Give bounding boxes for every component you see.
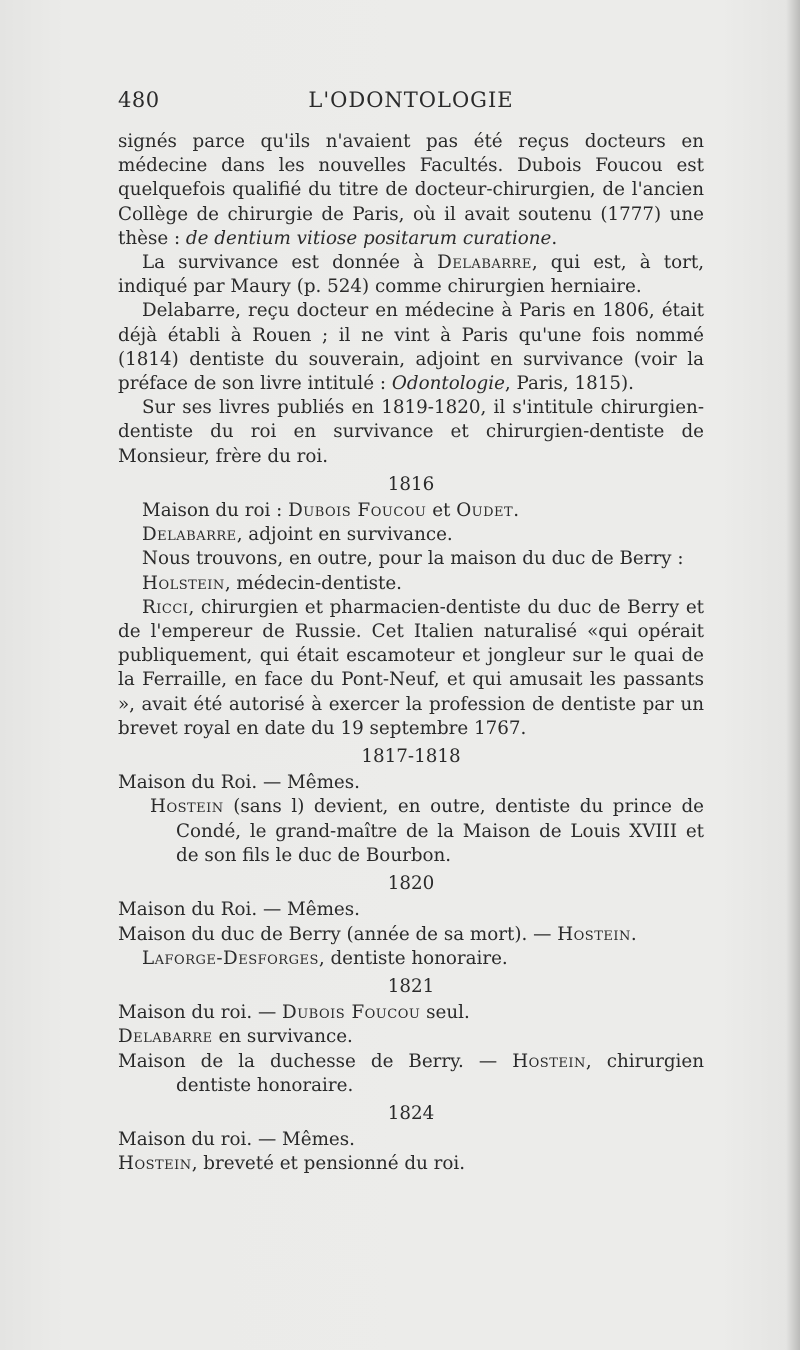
list-entry: Maison du roi : Dubois Foucou et Oudet. bbox=[142, 500, 520, 522]
paragraph: Delabarre, reçu docteur en médecine à Paris en 1806, était déjà établi à Rouen ; il ne vint à Paris qu'une fois nommé (1814) dentiste du souverain, adjoint en survivance (voir la préface de son livre intitulé : Odontologie, Paris, 1815). bbox=[118, 300, 704, 395]
list-entry: Delabarre en survivance. bbox=[118, 1026, 353, 1048]
running-title: L'ODONTOLOGIE bbox=[308, 88, 514, 112]
person-name: Dubois Foucou bbox=[288, 500, 427, 522]
year-heading: 1816 bbox=[387, 473, 435, 495]
paragraph: La survivance est donnée à Delabarre, qui est, à tort, indiqué par Maury (p. 524) comme chirurgien herniaire. bbox=[118, 252, 704, 298]
person-name: Ricci bbox=[142, 596, 189, 618]
paragraph: Sur ses livres publiés en 1819-1820, il s'intitule chirurgien-dentiste du roi en survivance et chirurgien-dentiste de Monsieur, frère du roi. bbox=[118, 397, 704, 467]
person-name: Delabarre bbox=[118, 1026, 213, 1048]
list-entry: Maison du roi. — Mêmes. bbox=[118, 1129, 355, 1151]
person-name: Hostein bbox=[512, 1050, 586, 1072]
person-name: Delabarre bbox=[437, 252, 532, 274]
page-edge-shadow bbox=[786, 0, 800, 1350]
year-heading: 1817-1818 bbox=[361, 746, 461, 768]
body-text bbox=[118, 130, 704, 1177]
list-entry: Maison du Roi. — Mêmes. bbox=[118, 772, 360, 794]
list-entry: Hostein (sans l) devient, en outre, dentiste du prince de Condé, le grand-maître de la Maison de Louis XVIII et de son fils le duc de Bourbon. bbox=[150, 796, 704, 866]
list-entry: Maison du roi. — Dubois Foucou seul. bbox=[118, 1002, 470, 1024]
paragraph: Ricci, chirurgien et pharmacien-dentiste du duc de Berry et de l'empereur de Russie. Cet Italien naturalisé «qui opérait publiquement, qui était escamoteur et jongleur sur le quai de la Ferraille, en face du Pont-Neuf, et qui amusait les passants », avait été autorisé à exercer la profession de dentiste par un brevet royal en date du 19 septembre 1767. bbox=[118, 596, 704, 739]
person-name: Holstein bbox=[142, 572, 225, 594]
person-name: Laforge-Desforges bbox=[142, 947, 319, 969]
person-name: Dubois Foucou bbox=[282, 1002, 421, 1024]
person-name: Oudet bbox=[456, 500, 514, 522]
list-entry: Maison du Roi. — Mêmes. bbox=[118, 899, 360, 921]
page-number: 480 bbox=[118, 88, 160, 112]
person-name: Delabarre bbox=[142, 524, 237, 546]
list-entry: Hostein, breveté et pensionné du roi. bbox=[118, 1153, 466, 1175]
person-name: Hostein bbox=[118, 1153, 192, 1175]
person-name: Hostein bbox=[150, 796, 224, 818]
year-heading: 1820 bbox=[387, 873, 435, 895]
list-entry: Maison de la duchesse de Berry. — Hostein, chirurgien dentiste honoraire. bbox=[118, 1050, 704, 1096]
book-title: Odontologie bbox=[391, 373, 505, 395]
year-heading: 1821 bbox=[387, 975, 435, 997]
running-header bbox=[118, 88, 704, 118]
year-heading: 1824 bbox=[387, 1102, 435, 1124]
list-entry: Delabarre, adjoint en survivance. bbox=[142, 524, 453, 546]
paragraph: signés parce qu'ils n'avaient pas été reçus docteurs en médecine dans les nouvelles Facultés. Dubois Foucou est quelquefois qualifié du titre de docteur-chirurgien, de l'ancien Collège de chirurgie de Paris, où il avait soutenu (1777) une thèse : de dentium vitiose positarum curatione. bbox=[118, 131, 704, 249]
list-entry: Laforge-Desforges, dentiste honoraire. bbox=[142, 947, 508, 969]
thesis-title: de dentium vitiose positarum curatione bbox=[185, 227, 552, 249]
list-entry: Maison du duc de Berry (année de sa mort). — Hostein. bbox=[118, 923, 637, 945]
list-entry: Nous trouvons, en outre, pour la maison du duc de Berry : bbox=[142, 548, 684, 570]
list-entry: Holstein, médecin-dentiste. bbox=[142, 572, 402, 594]
person-name: Hostein bbox=[557, 923, 631, 945]
